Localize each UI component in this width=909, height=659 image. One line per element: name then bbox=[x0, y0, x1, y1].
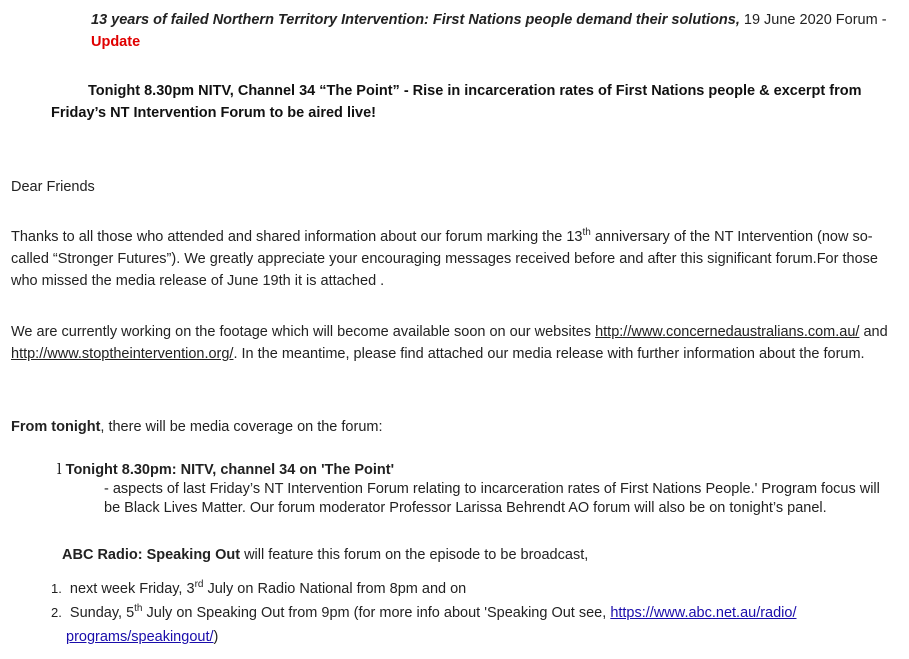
ordinal-sup: th bbox=[134, 603, 143, 615]
update-label: Update bbox=[91, 34, 141, 50]
list-item bbox=[51, 601, 901, 625]
headline-date: 19 June 2020 Forum - bbox=[739, 12, 887, 28]
ordinal-sup: rd bbox=[194, 579, 204, 591]
tonight-notice bbox=[51, 80, 901, 124]
abc-radio-text: will feature this forum on the episode to be broadcast, bbox=[240, 547, 589, 563]
headline-title: 13 years of failed Northern Territory Intervention: First Nations people demand their solutions, bbox=[91, 12, 740, 28]
footage-text: We are currently working on the footage which will become available soon on our websites bbox=[11, 324, 596, 340]
tonight-notice-line2: Friday’s NT Intervention Forum to be aired live! bbox=[51, 105, 376, 121]
footage-and: and bbox=[859, 324, 888, 340]
list-text: next week Friday, 3 bbox=[69, 581, 195, 597]
thanks-text-start: Thanks to all those who attended and shared information about our forum marking the 13 bbox=[11, 229, 583, 245]
speaking-out-link-part1[interactable]: https://www.abc.net.au/radio/ bbox=[610, 605, 797, 621]
list-item bbox=[51, 577, 901, 601]
list-text-end: ) bbox=[213, 629, 219, 645]
tonight-notice-line1: Tonight 8.30pm NITV, Channel 34 “The Point” - Rise in incarceration rates of First Nations people & excerpt from bbox=[88, 83, 862, 99]
coverage-bold: From tonight bbox=[11, 419, 101, 435]
speaking-out-link-cont[interactable] bbox=[66, 629, 214, 645]
stop-the-intervention-link[interactable]: http://www.stoptheintervention.org/ bbox=[11, 346, 234, 362]
broadcast-list bbox=[51, 577, 901, 649]
list-text: Sunday, 5 bbox=[69, 605, 135, 621]
nitv-title: Tonight 8.30pm: NITV, channel 34 on 'The Point' bbox=[65, 462, 395, 478]
speaking-out-link-part2[interactable]: programs/speakingout/ bbox=[66, 629, 214, 645]
coverage-text: , there will be media coverage on the forum: bbox=[100, 419, 383, 435]
greeting: Dear Friends bbox=[11, 179, 95, 195]
list-number: 2. bbox=[51, 605, 62, 620]
nitv-item bbox=[57, 461, 897, 518]
footage-paragraph bbox=[11, 321, 897, 365]
thanks-paragraph bbox=[11, 226, 897, 292]
nitv-description: - aspects of last Friday’s NT Intervention Forum relating to incarceration rates of First Nations People.' Program focus will be Black Lives Matter. Our forum moderator Professor Larissa Behrendt AO forum will also be on tonight’s panel. bbox=[104, 481, 880, 516]
ordinal-sup: th bbox=[582, 227, 591, 239]
concerned-australians-link[interactable]: http://www.concernedaustralians.com.au/ bbox=[595, 324, 860, 340]
list-number: 1. bbox=[51, 581, 62, 596]
speaking-out-link[interactable] bbox=[610, 605, 796, 621]
abc-radio-title: ABC Radio: Speaking Out bbox=[62, 547, 241, 563]
list-text-rest: July on Radio National from 8pm and on bbox=[203, 581, 467, 597]
coverage-line bbox=[11, 416, 383, 438]
footage-text-end: . In the meantime, please find attached our media release with further information about the forum. bbox=[233, 346, 865, 362]
thanks-text-rest: anniversary of the NT Intervention (now so-called “Stronger Futures”). We greatly appreciate your encouraging messages received before and after this significant forum.For those who missed the media release of June 19th it is attached . bbox=[11, 229, 878, 289]
list-item-continuation bbox=[51, 625, 901, 649]
bullet-icon: l bbox=[57, 462, 62, 478]
abc-radio-line bbox=[62, 544, 588, 566]
list-text-rest: July on Speaking Out from 9pm (for more info about 'Speaking Out see, bbox=[142, 605, 611, 621]
headline bbox=[91, 9, 903, 53]
